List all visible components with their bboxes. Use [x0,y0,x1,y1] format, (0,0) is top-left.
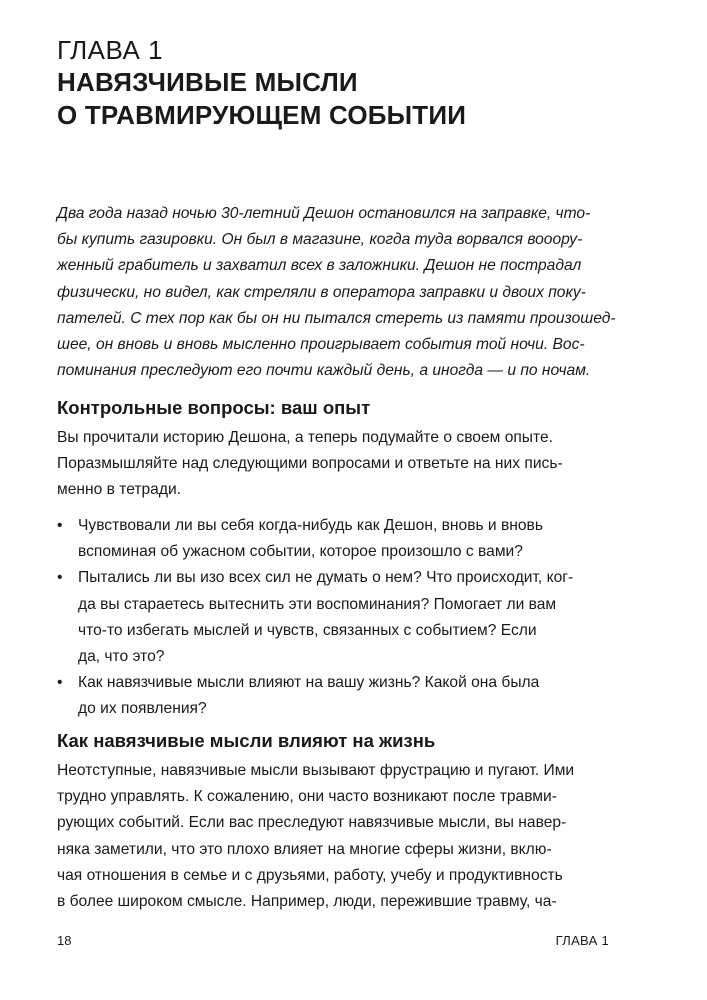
section-paragraph-questions [57,425,609,504]
list-item-line: да вы стараетесь вытеснить эти воспоминания? Помогает ли вам [78,595,557,613]
book-page [57,0,616,1000]
paragraph-line: менно в тетради. [57,481,181,499]
question-list-item [57,565,609,670]
paragraph-line: в более широком смысле. Например, люди, пережившие травму, ча- [57,893,557,911]
intro-line: женный грабитель и захватил всех в заложники. Дешон не пострадал [57,257,582,275]
paragraph-line: няка заметили, что это плохо влияет на многие сферы жизни, вклю- [57,840,552,858]
running-head: ГЛАВА 1 [555,933,609,948]
list-item-line: Пытались ли вы изо всех сил не думать о нем? Что происходит, ког- [78,569,574,587]
chapter-title-line-2: О ТРАВМИРУЮЩЕМ СОБЫТИИ [57,100,467,130]
intro-line: пателей. С тех пор как бы он ни пытался стереть из памяти произошед- [57,309,616,327]
list-item-line: вспоминая об ужасном событии, которое произошло с вами? [78,543,523,561]
intro-line: поминания преследуют его почти каждый день, а иногда — и по ночам. [57,362,591,380]
list-item-line: Чувствовали ли вы себя когда-нибудь как Дешон, вновь и вновь [78,517,543,534]
question-list-item [57,670,609,722]
paragraph-line: рующих событий. Если вас преследуют навязчивые мысли, вы навер- [57,814,567,832]
chapter-title [57,66,609,132]
intro-story [57,201,616,384]
section-heading-impact: Как навязчивые мысли влияют на жизнь [57,730,436,751]
page-number: 18 [57,933,72,948]
bullet-icon: • [57,569,63,587]
bullet-icon: • [57,517,63,534]
chapter-title-line-1: НАВЯЗЧИВЫЕ МЫСЛИ [57,67,358,97]
intro-line: бы купить газировки. Он был в магазине, когда туда ворвался вооору- [57,231,583,249]
list-item-line: да, что это? [78,648,165,666]
intro-line: физически, но видел, как стреляли в оператора заправки и двоих поку- [57,283,586,301]
chapter-label: ГЛАВА 1 [57,35,164,65]
paragraph-line: трудно управлять. К сожалению, они часто возникают после травми- [57,788,557,806]
intro-line: Два года назад ночью 30-летний Дешон остановился на заправке, что- [57,205,591,222]
section-heading-questions: Контрольные вопросы: ваш опыт [57,397,371,418]
list-item-line: что-то избегать мыслей и чувств, связанных с событием? Если [78,621,537,639]
bullet-icon: • [57,674,63,692]
section-paragraph-impact [57,758,609,915]
list-item-line: Как навязчивые мысли влияют на вашу жизнь? Какой она была [78,674,540,692]
list-item-line: до их появления? [78,700,207,718]
paragraph-line: Неотступные, навязчивые мысли вызывают фрустрацию и пугают. Ими [57,762,575,779]
question-list [57,513,609,723]
paragraph-line: Поразмышляйте над следующими вопросами и ответьте на них пись- [57,455,563,473]
paragraph-line: Вы прочитали историю Дешона, а теперь подумайте о своем опыте. [57,429,553,446]
intro-line: шее, он вновь и вновь мысленно проигрывает события той ночи. Вос- [57,336,585,354]
paragraph-line: чая отношения в семье и с друзьями, работу, учебу и продуктивность [57,866,563,884]
question-list-item [57,513,609,565]
